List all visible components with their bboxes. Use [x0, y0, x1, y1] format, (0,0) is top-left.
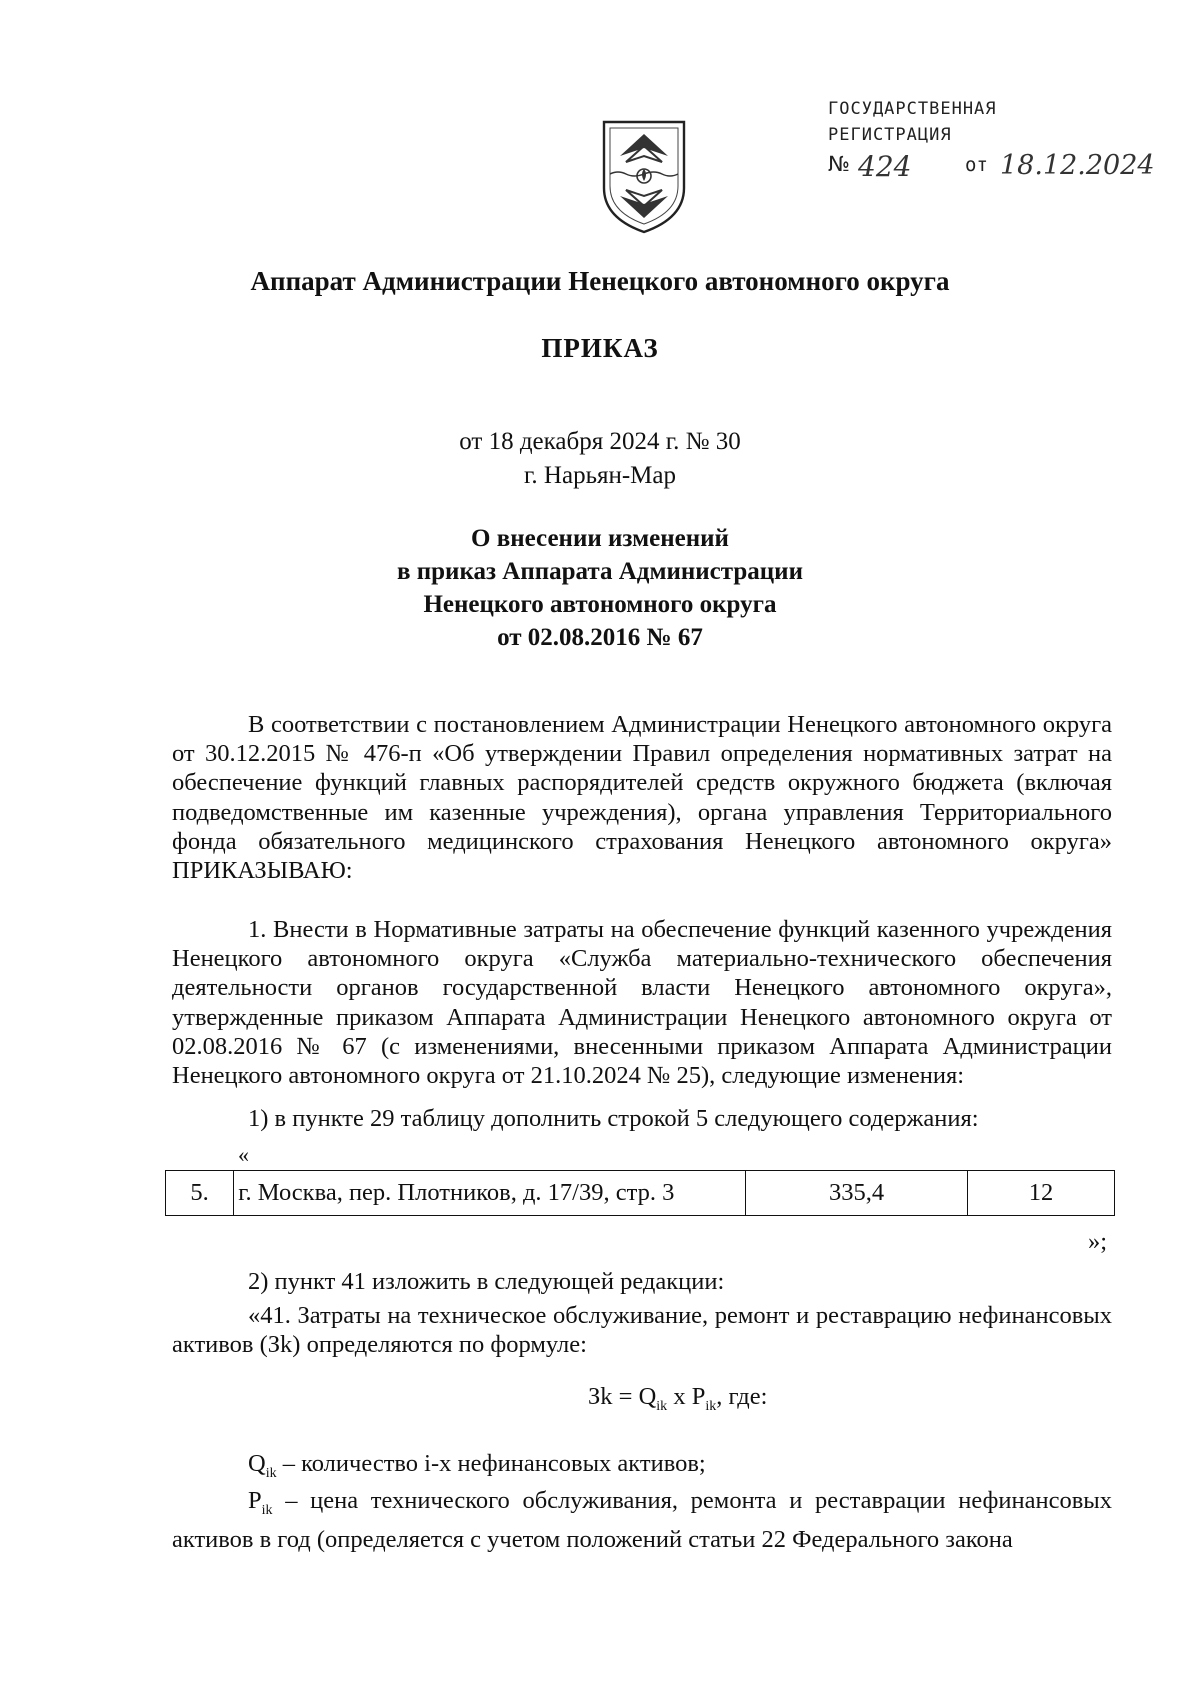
document-city: г. Нарьян-Мар — [523, 462, 676, 489]
document-title-line2: в приказ Аппарата Администрации — [397, 558, 803, 585]
point-1-text: 1. Внести в Нормативные затраты на обеспечение функций казенного учреждения Ненецкого автономного округа «Служба материально-технического обеспечения деятельности органов государственной власти Ненецкого автономного округа», утвержденные приказом Аппарата Администрации Ненецкого автономного округа от 02.08.2016 № 67 (с изменениями, внесенными приказом Аппарата Администрации Ненецкого автономного округа от 21.10.2024 № 25), следующие изменения: — [172, 916, 1112, 1090]
table-cell-address: г. Москва, пер. Плотников, д. 17/39, стр. 3 — [234, 1171, 746, 1216]
subpoint-2-text: 2) пункт 41 изложить в следующей редакции: — [248, 1268, 725, 1295]
formula-lhs: Зk = Q — [588, 1383, 657, 1410]
table-close-quote: »; — [1088, 1228, 1108, 1255]
table-cell-months: 12 — [968, 1171, 1115, 1216]
point-41-paragraph — [172, 1301, 1112, 1359]
point-1-paragraph — [172, 915, 1112, 1090]
q-symbol: Q — [248, 1450, 266, 1477]
formula-tail: , где: — [716, 1383, 768, 1410]
document-title-line1: О внесении изменений — [471, 525, 729, 552]
p-definition — [172, 1486, 1112, 1554]
q-definition-text: – количество i-х нефинансовых активов; — [276, 1450, 706, 1477]
document-title-line4: от 02.08.2016 № 67 — [497, 624, 703, 651]
subpoint-1-text: 1) в пункте 29 таблицу дополнить строкой 5 следующего содержания: — [248, 1105, 979, 1132]
cost-formula — [588, 1383, 767, 1415]
table-cell-area: 335,4 — [746, 1171, 968, 1216]
stamp-number-label: № — [828, 152, 850, 176]
preamble-paragraph — [172, 710, 1112, 885]
formula-q-subscript: ik — [656, 1398, 668, 1414]
table-cell-number: 5. — [166, 1171, 234, 1216]
q-subscript: ik — [265, 1465, 277, 1481]
stamp-title-line1: ГОСУДАРСТВЕННАЯ — [828, 99, 997, 119]
stamp-registration-date: 18.12.2024 — [1000, 150, 1155, 181]
registration-stamp — [828, 96, 1155, 183]
formula-mid: x P — [667, 1383, 706, 1410]
coat-of-arms-emblem — [600, 118, 688, 236]
stamp-number-row — [828, 150, 1155, 186]
p-definition-text: – цена технического обслуживания, ремонта и реставрации нефинансовых активов в год (определяется с учетом положений статьи 22 Федерального закона — [172, 1487, 1112, 1554]
document-date-number: от 18 декабря 2024 г. № 30 — [459, 428, 741, 455]
p-symbol: P — [248, 1487, 262, 1514]
document-title-line3: Ненецкого автономного округа — [423, 591, 777, 618]
inserted-table-row — [165, 1170, 1115, 1216]
document-type: ПРИКАЗ — [541, 333, 659, 363]
table-row — [166, 1171, 1115, 1216]
stamp-title-line2: РЕГИСТРАЦИЯ — [828, 125, 952, 145]
q-definition — [248, 1450, 706, 1482]
organization-name: Аппарат Администрации Ненецкого автономного округа — [250, 266, 950, 296]
preamble-text: В соответствии с постановлением Администрации Ненецкого автономного округа от 30.12.2015 № 476-п «Об утверждении Правил определения нормативных затрат на обеспечение функций главных распорядителей средств окружного бюджета (включая подведомственные им казенные учреждения), органа управления Территориального фонда обязательного медицинского страхования Ненецкого автономного округа» ПРИКАЗЫВАЮ: — [172, 711, 1112, 885]
point-41-text: «41. Затраты на техническое обслуживание, ремонт и реставрацию нефинансовых активов (Зk) определяются по формуле: — [172, 1302, 1112, 1359]
table-open-quote: « — [238, 1142, 249, 1167]
stamp-date-label: от — [965, 154, 988, 176]
p-definition-paragraph — [172, 1486, 1112, 1554]
stamp-registration-number: 424 — [858, 150, 912, 183]
p-subscript: ik — [261, 1502, 273, 1518]
formula-p-subscript: ik — [705, 1398, 717, 1414]
